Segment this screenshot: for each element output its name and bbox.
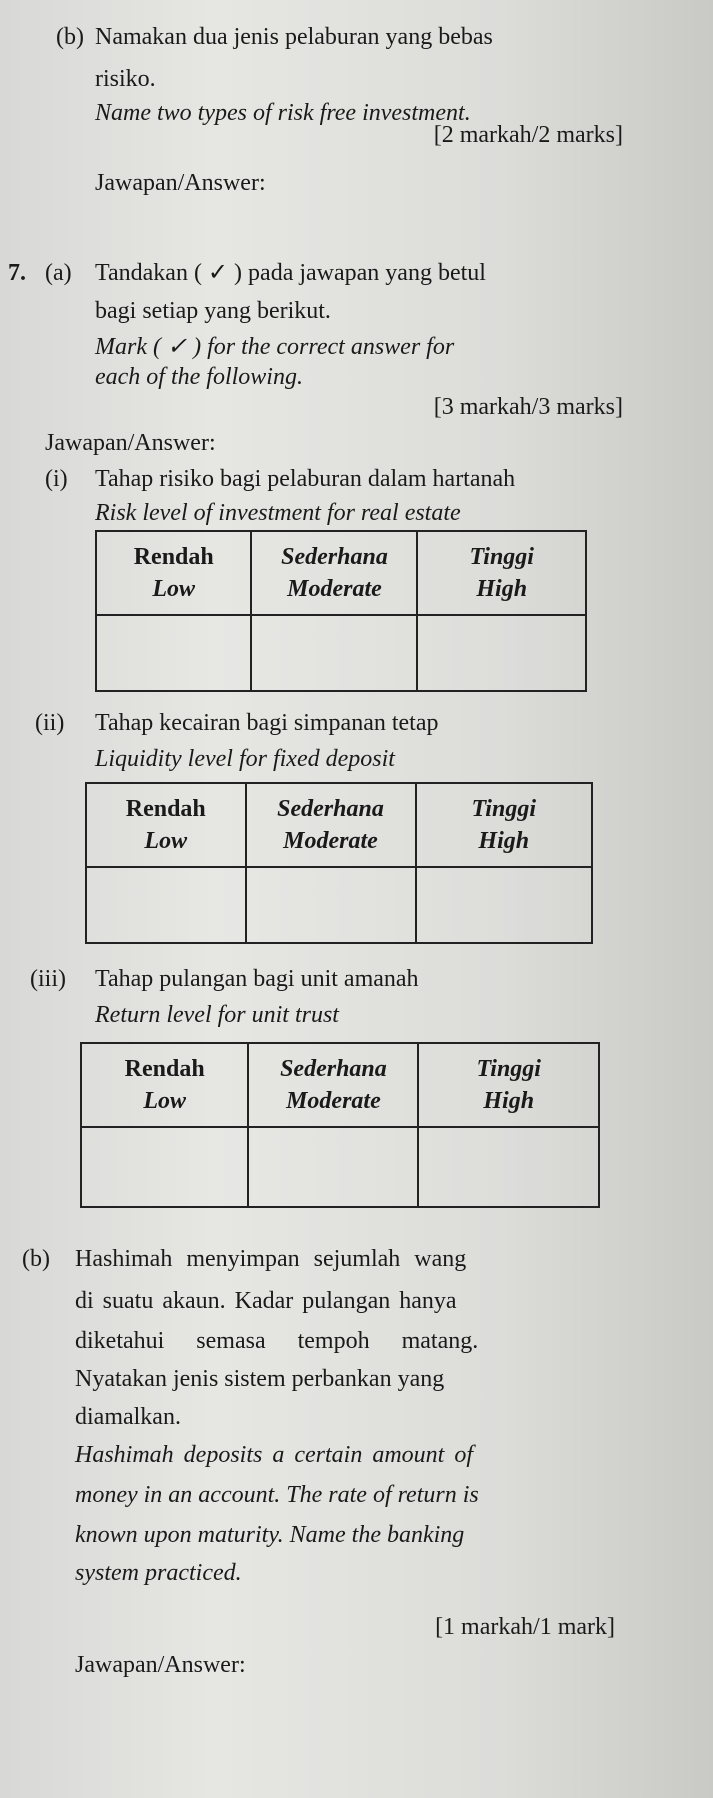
q7b-malay-line4: Nyatakan jenis sistem perbankan yang (75, 1366, 445, 1392)
q7b-answer-label: Jawapan/Answer: (75, 1652, 246, 1678)
part-i-english: Risk level of investment for real estate (95, 500, 461, 526)
part-i-label: (i) (45, 466, 68, 492)
part-ii-table (85, 782, 593, 944)
q6b-malay-line1: Namakan dua jenis pelaburan yang bebas (95, 24, 493, 50)
part-i-malay: Tahap risiko bagi pelaburan dalam hartanah (95, 466, 516, 492)
part-iii-table (80, 1042, 600, 1208)
answer-cell-moderate[interactable] (246, 867, 416, 943)
q7b-english-line4: system practiced. (75, 1560, 242, 1586)
part-iii-label: (iii) (30, 966, 66, 992)
q7a-marks: [3 markah/3 marks] (433, 394, 623, 420)
part-ii-english: Liquidity level for fixed deposit (95, 746, 395, 772)
col-low-header: Rendah Low (81, 1043, 248, 1127)
col-high-header: Tinggi High (416, 783, 592, 867)
answer-cell-low[interactable] (86, 867, 246, 943)
answer-cell-low[interactable] (96, 615, 251, 691)
q7a-label: (a) (45, 260, 72, 286)
col-low-header: Rendah Low (96, 531, 251, 615)
part-iii-english: Return level for unit trust (95, 1002, 339, 1028)
q7a-english-line2: each of the following. (95, 364, 303, 390)
answer-cell-low[interactable] (81, 1127, 248, 1207)
answer-cell-moderate[interactable] (248, 1127, 418, 1207)
q6b-malay-line2: risiko. (95, 66, 156, 92)
q6b-answer-label: Jawapan/Answer: (95, 170, 266, 196)
part-ii-label: (ii) (35, 710, 65, 736)
q7b-malay-line5: diamalkan. (75, 1404, 181, 1430)
q6b-marks: [2 markah/2 marks] (433, 122, 623, 148)
q7b-malay-line1: Hashimah menyimpan sejumlah wang (75, 1246, 467, 1272)
answer-cell-high[interactable] (417, 615, 586, 691)
q7a-english-line1: Mark ( ✓ ) for the correct answer for (95, 334, 455, 360)
col-high-header: Tinggi High (418, 1043, 599, 1127)
part-i-table (95, 530, 587, 692)
q7a-answer-label: Jawapan/Answer: (45, 430, 216, 456)
col-moderate-header: Sederhana Moderate (248, 1043, 418, 1127)
answer-cell-high[interactable] (416, 867, 592, 943)
part-iii-malay: Tahap pulangan bagi unit amanah (95, 966, 419, 992)
q7b-marks: [1 markah/1 mark] (435, 1614, 615, 1640)
part-ii-malay: Tahap kecairan bagi simpanan tetap (95, 710, 439, 736)
q7-number: 7. (8, 260, 26, 286)
q7a-malay-line1: Tandakan ( ✓ ) pada jawapan yang betul (95, 260, 486, 286)
q7b-label: (b) (22, 1246, 50, 1272)
q6b-english: Name two types of risk free investment. (95, 100, 471, 126)
q7b-english-line2: money in an account. The rate of return is (75, 1482, 479, 1508)
col-low-header: Rendah Low (86, 783, 246, 867)
col-moderate-header: Sederhana Moderate (246, 783, 416, 867)
q7a-malay-line2: bagi setiap yang berikut. (95, 298, 331, 324)
q7b-malay-line3: diketahui semasa tempoh matang. (75, 1328, 479, 1354)
answer-cell-moderate[interactable] (251, 615, 417, 691)
q6b-label: (b) (56, 24, 84, 50)
q7b-malay-line2: di suatu akaun. Kadar pulangan hanya (75, 1288, 457, 1314)
col-high-header: Tinggi High (417, 531, 586, 615)
answer-cell-high[interactable] (418, 1127, 599, 1207)
q7b-english-line1: Hashimah deposits a certain amount of (75, 1442, 473, 1468)
q7b-english-line3: known upon maturity. Name the banking (75, 1522, 465, 1548)
col-moderate-header: Sederhana Moderate (251, 531, 417, 615)
